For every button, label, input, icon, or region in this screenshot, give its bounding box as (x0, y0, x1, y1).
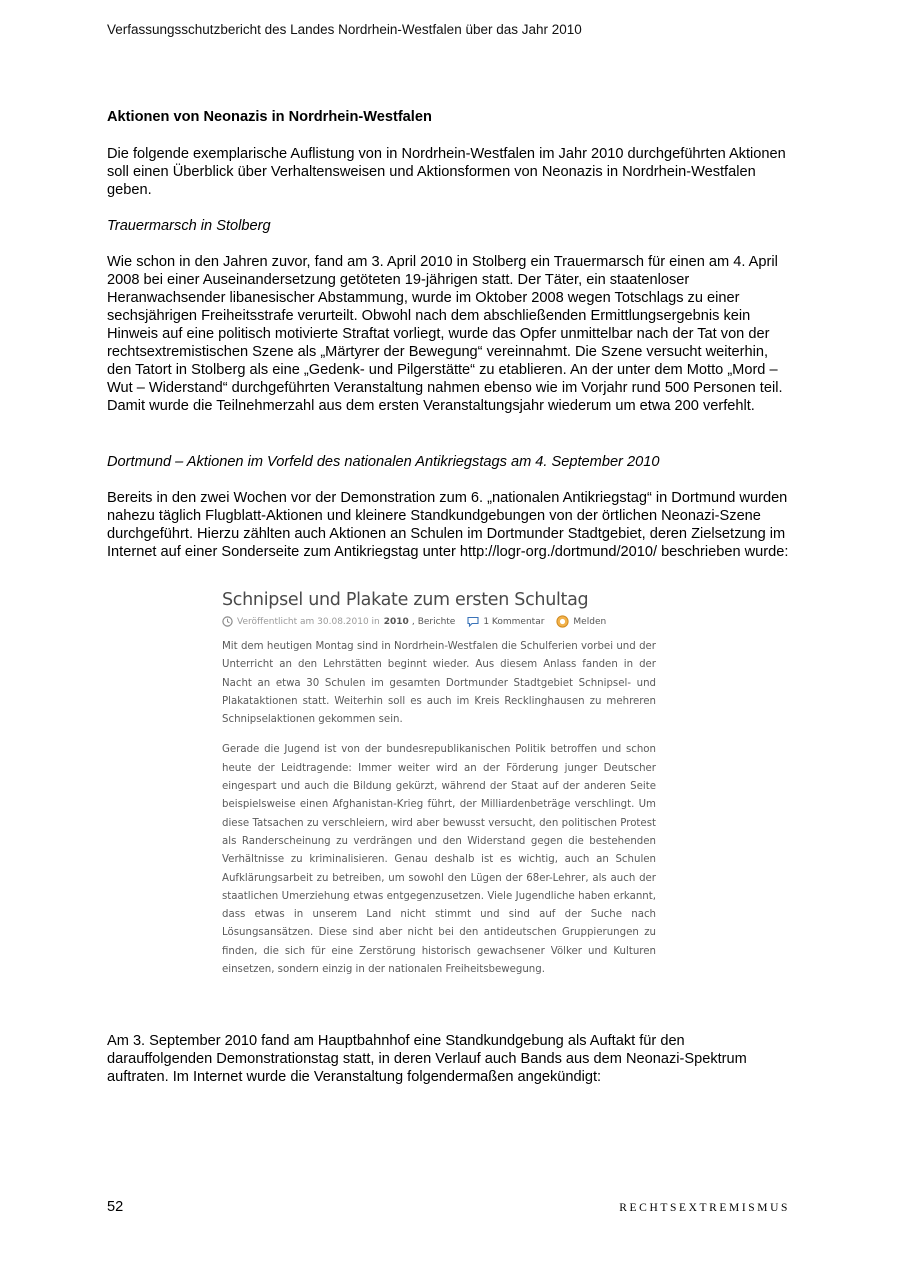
report-label: Melden (573, 616, 607, 627)
category-year: 2010 (383, 616, 409, 627)
dortmund-paragraph: Bereits in den zwei Wochen vor der Demonstration zum 6. „nationalen Antikriegstag“ in Dortmund wurden nahezu täglich Flugblatt-Aktionen und kleinere Standkundgebungen von der örtlichen Neonazi-Szene durchgeführt. Hierzu zählten auch Aktionen an Schulen im Dortmunder Stadtgebiet, deren Zielsetzung im Internet auf einer Sonderseite zum Antikriegstag unter http://logr-org./dortmund/2010/ beschrieben wurde: (107, 490, 789, 560)
footer-section-label: RECHTSEXTREMISMUS (619, 1202, 790, 1214)
published-label: Veröffentlicht am 30.08.2010 in (237, 616, 380, 627)
embedded-web-screenshot (222, 590, 656, 1010)
subheading-stolberg: Trauermarsch in Stolberg (107, 218, 271, 234)
comment-icon (467, 616, 479, 627)
closing-paragraph: Am 3. September 2010 fand am Hauptbahnhof eine Standkundgebung als Auftakt für den darauffolgenden Demonstrationstag statt, in deren Verlauf auch Bands aus dem Neonazi-Spektrum auftraten. Im Internet wurde die Veranstaltung folgendermaßen angekündigt: (107, 1033, 747, 1085)
intro-paragraph: Die folgende exemplarische Auflistung von in Nordrhein-Westfalen im Jahr 2010 durchgeführten Aktionen soll einen Überblick über Verhaltensweisen und Aktionsformen von Neonazis in Nordrhein-Westfalen geben. (107, 146, 786, 198)
clock-icon (222, 616, 233, 627)
stolberg-paragraph: Wie schon in den Jahren zuvor, fand am 3. April 2010 in Stolberg ein Trauermarsch für einen am 4. April 2008 bei einer Auseinandersetzung getöteten 19-jährigen statt. Der Täter, ein staatenloser Heranwachsender libanesischer Abstammung, wurde im Oktober 2008 wegen Totschlags zu einer sechsjährigen Freiheitsstrafe verurteilt. Obwohl nach dem abschließenden Ermittlungsergebnis kein Hinweis auf eine politisch motivierte Straftat vorliegt, wurde das Opfer unmittelbar nach der Tat von der rechtsextremistischen Szene als „Märtyrer der Bewegung“ vereinnahmt. Die Szene versucht weiterhin, den Tatort in Stolberg als eine „Gedenk- und Pilgerstätte“ zu etablieren. An der unter dem Motto „Mord – Wut – Widerstand“ durchgeführten Veranstaltung nahmen ebenso wie im Vorjahr rund 500 Personen teil. Damit wurde die Teilnehmerzahl aus dem ersten Veranstaltungsjahr wiederum um etwa 200 verfehlt. (107, 254, 783, 414)
subheading-dortmund: Dortmund – Aktionen im Vorfeld des nationalen Antikriegstags am 4. September 2010 (107, 454, 660, 470)
section-title: Aktionen von Neonazis in Nordrhein-Westfalen (107, 109, 432, 125)
embed-paragraph-1: Mit dem heutigen Montag sind in Nordrhein-Westfalen die Schulferien vorbei und der Unterricht an den Lehrstätten beginnt wieder. Aus diesem Anlass fanden in der Nacht an etwa 30 Schulen im gesamten Dortmunder Stadtgebiet Schnipsel- und Plakataktionen statt. Weiterhin soll es auch im Kreis Recklinghausen zu mehreren Schnipselaktionen gekommen sein. (222, 641, 656, 726)
embed-title: Schnipsel und Plakate zum ersten Schultag (222, 590, 589, 610)
comments-count: 1 Kommentar (483, 616, 545, 627)
category-name: Berichte (417, 616, 456, 627)
page-number: 52 (107, 1199, 124, 1215)
report-icon (556, 615, 569, 628)
embed-paragraph-2: Gerade die Jugend ist von der bundesrepublikanischen Politik betroffen und schon heute der Leidtragende: Immer weiter wird an der Förderung junger Deutscher eingespart und auch die Bildung gekürzt, während der Staat auf der anderen Seite beispielsweise einen Afghanistan-Krieg führt, der Milliardenbeträge verschlingt. Um diese Tatsachen zu verschleiern, wird aber bewusst versucht, den politischen Protest als Randerscheinung zu verdrängen und den Widerstand gegen die bestehenden Verhältnisse zu kriminalisieren. Genau deshalb ist es wichtig, auch an Schulen Aufklärungsarbeit zu betreiben, um sowohl den Lügen der 68er-Lehrer, als auch der staatlichen Umerziehung etwas entgegenzusetzen. Viele Jugendliche haben erkannt, dass etwas in unserem Land nicht stimmt und sind auf der Suche nach Lösungsansätzen. Diese sind aber nicht bei den antideutschen Gruppierungen zu finden, die sich für eine Zerstörung historisch gewachsener Völker und Kulturen einsetzen, sondern einzig in der nationalen Freiheitsbewegung. (222, 744, 656, 976)
embed-meta-row (222, 615, 656, 628)
category-separator: , (411, 616, 415, 627)
running-header: Verfassungsschutzbericht des Landes Nordrhein-Westfalen über das Jahr 2010 (107, 22, 582, 37)
